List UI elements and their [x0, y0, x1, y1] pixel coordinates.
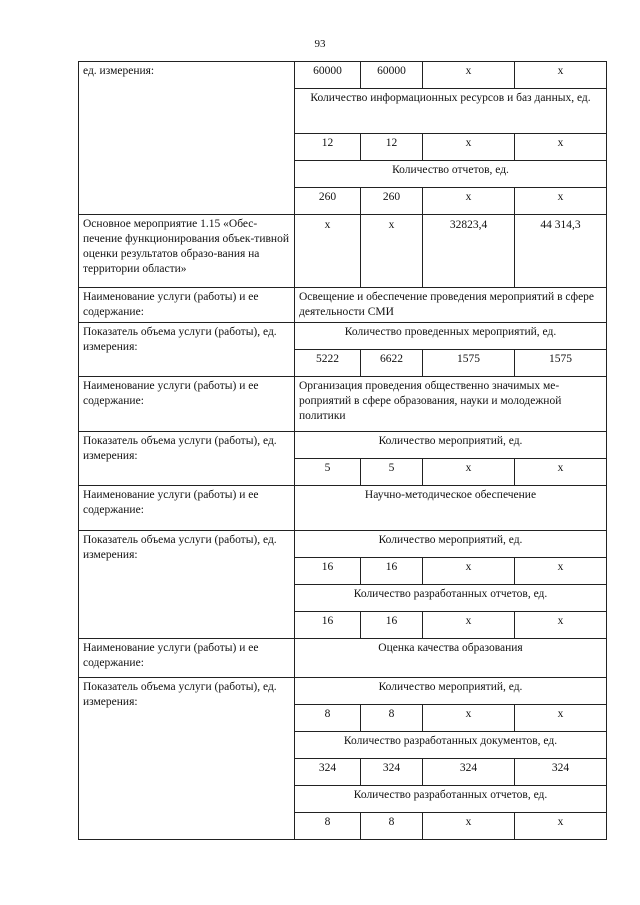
cell: x	[423, 704, 515, 731]
volume-label: Показатель объема услуги (работы), ед. измерения:	[79, 677, 295, 839]
cell: 60000	[361, 62, 423, 89]
cell: x	[423, 557, 515, 584]
cell: x	[423, 62, 515, 89]
table-row	[79, 530, 607, 557]
cell: 8	[295, 812, 361, 839]
service-name-label: Наименование услуги (работы) и ее содержание:	[79, 376, 295, 431]
cell: 260	[295, 188, 361, 215]
cell: 324	[295, 758, 361, 785]
cell: x	[515, 557, 607, 584]
indicator-events: Количество мероприятий, ед.	[295, 431, 607, 458]
cell: 1575	[515, 349, 607, 376]
indicator-reports: Количество отчетов, ед.	[295, 161, 607, 188]
cell: 324	[361, 758, 423, 785]
cell: 324	[515, 758, 607, 785]
cell: 16	[361, 611, 423, 638]
cell: 12	[295, 134, 361, 161]
cell: 6622	[361, 349, 423, 376]
cell: 44 314,3	[515, 215, 607, 288]
service-description: Освещение и обеспечение проведения мероприятий в сфере деятельности СМИ	[295, 288, 607, 323]
service-description: Оценка качества образования	[295, 638, 607, 677]
cell: 8	[295, 704, 361, 731]
cell: 8	[361, 812, 423, 839]
indicator-held-events: Количество проведенных мероприятий, ед.	[295, 322, 607, 349]
cell: x	[423, 812, 515, 839]
cell: x	[423, 611, 515, 638]
cell: 1575	[423, 349, 515, 376]
services-table	[78, 61, 607, 840]
cell: 16	[295, 557, 361, 584]
cell: 5	[295, 458, 361, 485]
indicator-dev-reports: Количество разработанных отчетов, ед.	[295, 785, 607, 812]
cell: x	[295, 215, 361, 288]
cell: x	[423, 134, 515, 161]
cell: x	[515, 704, 607, 731]
cell: x	[515, 812, 607, 839]
cell: 60000	[295, 62, 361, 89]
cell: 16	[295, 611, 361, 638]
service-description: Организация проведения общественно значимых ме-роприятий в сфере образования, науки и молодежной политики	[295, 376, 607, 431]
cell: 32823,4	[423, 215, 515, 288]
cell: x	[515, 611, 607, 638]
cell: 324	[423, 758, 515, 785]
table-row	[79, 376, 607, 431]
table-row	[79, 215, 607, 288]
cell: x	[423, 188, 515, 215]
indicator-events: Количество мероприятий, ед.	[295, 530, 607, 557]
page-number: 93	[314, 38, 326, 50]
cell: x	[515, 62, 607, 89]
indicator-events: Количество мероприятий, ед.	[295, 677, 607, 704]
main-event-label: Основное мероприятие 1.15 «Обес-печение функционирования объек-тивной оценки результатов образо-вания на территории области»	[79, 215, 295, 288]
table-row	[79, 62, 607, 89]
volume-label: Показатель объема услуги (работы), ед. измерения:	[79, 431, 295, 485]
volume-label: Показатель объема услуги (работы), ед. измерения:	[79, 530, 295, 638]
service-name-label: Наименование услуги (работы) и ее содержание:	[79, 638, 295, 677]
indicator-info-resources: Количество информационных ресурсов и баз данных, ед.	[295, 89, 607, 134]
indicator-dev-docs: Количество разработанных документов, ед.	[295, 731, 607, 758]
table-row	[79, 322, 607, 349]
cell: 8	[361, 704, 423, 731]
cell: 260	[361, 188, 423, 215]
service-description: Научно-методическое обеспечение	[295, 485, 607, 530]
cell: x	[361, 215, 423, 288]
cell: 5222	[295, 349, 361, 376]
table-row	[79, 485, 607, 530]
cell: 5	[361, 458, 423, 485]
service-name-label: Наименование услуги (работы) и ее содержание:	[79, 485, 295, 530]
cell: x	[423, 458, 515, 485]
cell: 12	[361, 134, 423, 161]
table-row	[79, 288, 607, 323]
volume-label: Показатель объема услуги (работы), ед. измерения:	[79, 322, 295, 376]
table-row	[79, 638, 607, 677]
unit-label: ед. измерения:	[79, 62, 295, 215]
table-row	[79, 431, 607, 458]
service-name-label: Наименование услуги (работы) и ее содержание:	[79, 288, 295, 323]
cell: x	[515, 188, 607, 215]
indicator-dev-reports: Количество разработанных отчетов, ед.	[295, 584, 607, 611]
table-row	[79, 677, 607, 704]
cell: x	[515, 458, 607, 485]
cell: 16	[361, 557, 423, 584]
cell: x	[515, 134, 607, 161]
